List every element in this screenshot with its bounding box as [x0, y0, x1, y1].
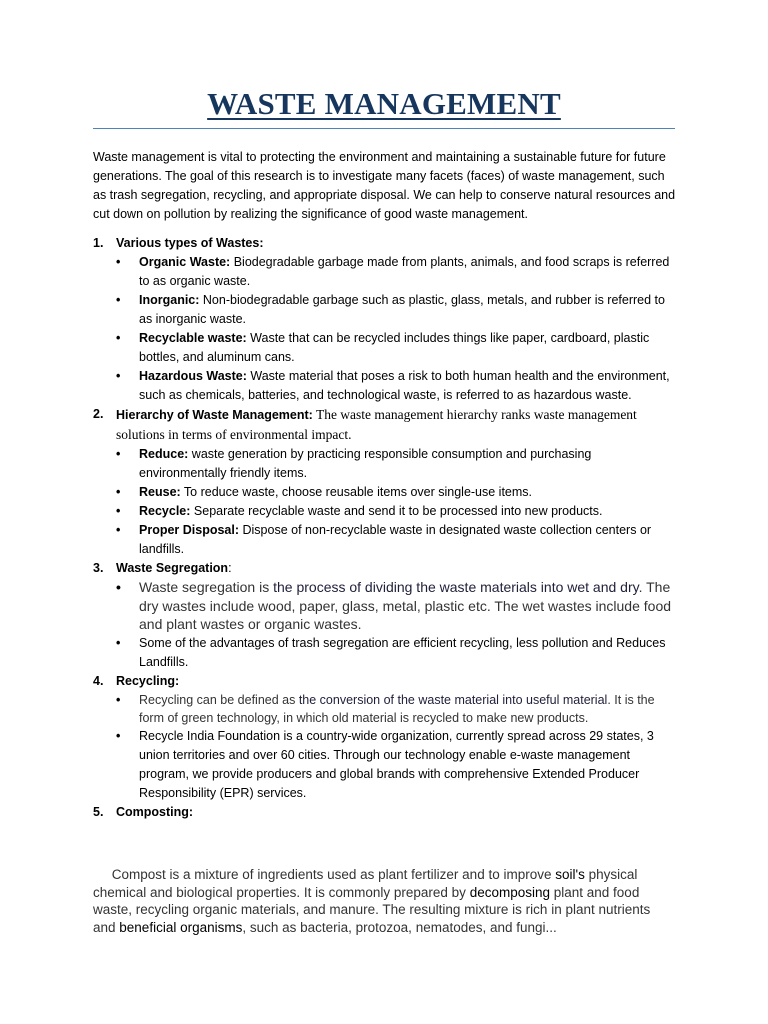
bullet-list [116, 691, 679, 803]
list-item [116, 445, 679, 483]
item-term: Hazardous Waste: [139, 369, 247, 383]
bullet-icon: • [116, 635, 121, 650]
item-text: Recycle India Foundation is a country-wide organization, currently spread across 29 states, 3 union territories and over 60 cities. Through our technology enable e-waste management program, we provide producers and global brands with comprehensive Extended Producer Responsibility (EPR) services. [139, 728, 654, 800]
item-text: Waste that can be recycled includes things like paper, cardboard, plastic bottles, and aluminum cans. [139, 331, 650, 364]
item-term: Reuse: [139, 485, 181, 499]
compost-text: plant and food waste, recycling organic materials, and manure. The resulting mixture is rich in plant nutrients and [93, 884, 651, 935]
list-item [116, 367, 679, 405]
list-item [116, 634, 679, 672]
item-term: Recycle: [139, 504, 191, 518]
bullet-icon: • [116, 331, 121, 345]
bullet-icon: • [116, 447, 121, 461]
compost-paragraph [93, 866, 673, 936]
item-text-highlight: the conversion of the waste material into useful material [298, 692, 608, 707]
compost-keyword: decomposing [469, 884, 550, 900]
item-text: Waste material that poses a risk to both human health and the environment, such as chemicals, batteries, and technological waste, is referred to as hazardous waste. [139, 369, 670, 402]
bullet-icon: • [116, 293, 121, 307]
section-composting [93, 803, 679, 822]
compost-text: physical chemical and biological properties. It is commonly prepared by [93, 867, 638, 900]
item-term: Reduce: [139, 447, 189, 461]
section-number: 4. [93, 673, 104, 688]
list-item [116, 253, 679, 291]
list-item [116, 502, 679, 521]
section-number: 5. [93, 804, 104, 819]
section-number: 3. [93, 561, 104, 575]
section-heading: Hierarchy of Waste Management: [116, 408, 313, 422]
list-item [116, 483, 679, 502]
list-item [116, 691, 679, 727]
item-text: . It is the form of green technology, in which old material is recycled to make new products. [139, 692, 655, 725]
bullet-icon: • [116, 369, 121, 383]
bullet-icon: • [116, 523, 121, 537]
list-item [116, 521, 679, 559]
item-term: Inorganic: [139, 293, 200, 307]
item-term: Organic Waste: [139, 255, 231, 269]
bullet-list [116, 445, 679, 559]
bullet-icon: • [116, 485, 121, 499]
item-text: Separate recyclable waste and send it to be processed into new products. [190, 504, 603, 518]
item-text-highlight: the process of dividing the waste materials into wet and dry [273, 579, 639, 595]
bullet-list [116, 253, 679, 405]
section-number: 1. [93, 236, 104, 250]
title-divider [93, 128, 675, 129]
bullet-icon: • [116, 692, 121, 707]
item-text: Recycling can be defined as [139, 692, 299, 707]
section-heading: Recycling: [116, 673, 180, 688]
bullet-icon: • [116, 579, 121, 595]
bullet-icon: • [116, 504, 121, 518]
bullet-icon: • [116, 728, 121, 743]
document-body [93, 148, 679, 822]
section-hierarchy [93, 405, 679, 559]
list-item [116, 727, 679, 803]
list-item [116, 578, 679, 634]
section-number: 2. [93, 407, 104, 421]
section-heading: Waste Segregation [116, 561, 229, 575]
section-recycling [93, 672, 679, 803]
item-text: . The dry wastes include wood, paper, glass, metal, plastic etc. The wet wastes include food and plant wastes or organic wastes. [139, 579, 672, 632]
page-title: WASTE MANAGEMENT [207, 86, 561, 121]
item-text: Biodegradable garbage made from plants, animals, and food scraps is referred to as organic waste. [139, 255, 670, 288]
compost-text: , such as bacteria, protozoa, nematodes, and fungi... [242, 919, 557, 935]
section-heading: Composting: [116, 804, 194, 819]
section-heading-suffix: : [228, 561, 232, 575]
item-text: To reduce waste, choose reusable items over single-use items. [180, 485, 533, 499]
bullet-list [116, 578, 679, 672]
intro-paragraph: Waste management is vital to protecting the environment and maintaining a sustainable future for future generations. The goal of this research is to investigate many facets (faces) of waste management, such as trash segregation, recycling, and appropriate disposal. We can help to conserve natural resources and cut down on pollution by realizing the significance of good waste management. [93, 150, 676, 221]
compost-keyword: soil's [555, 867, 585, 882]
section-heading-text: The waste management hierarchy ranks waste management solutions in terms of environmental impact. [116, 407, 637, 442]
item-text: Dispose of non-recyclable waste in designated waste collection centers or landfills. [139, 523, 652, 556]
bullet-icon: • [116, 255, 121, 269]
compost-text: Compost is a mixture of ingredients used as plant fertilizer and to improve [111, 867, 556, 882]
item-text: Waste segregation is [139, 579, 274, 595]
list-item [116, 329, 679, 367]
section-heading: Various types of Wastes: [116, 236, 264, 250]
item-term: Proper Disposal: [139, 523, 240, 537]
item-text: Non-biodegradable garbage such as plastic, glass, metals, and rubber is referred to as inorganic waste. [139, 293, 665, 326]
item-term: Recyclable waste: [139, 331, 247, 345]
section-list [93, 234, 679, 822]
section-segregation [93, 559, 679, 672]
list-item [116, 291, 679, 329]
item-text: waste generation by practicing responsible consumption and purchasing environmentally friendly items. [139, 447, 592, 480]
section-waste-types [93, 234, 679, 405]
compost-keyword: beneficial organisms [119, 919, 243, 935]
item-text: Some of the advantages of trash segregation are efficient recycling, less pollution and Reduces Landfills. [139, 635, 666, 669]
